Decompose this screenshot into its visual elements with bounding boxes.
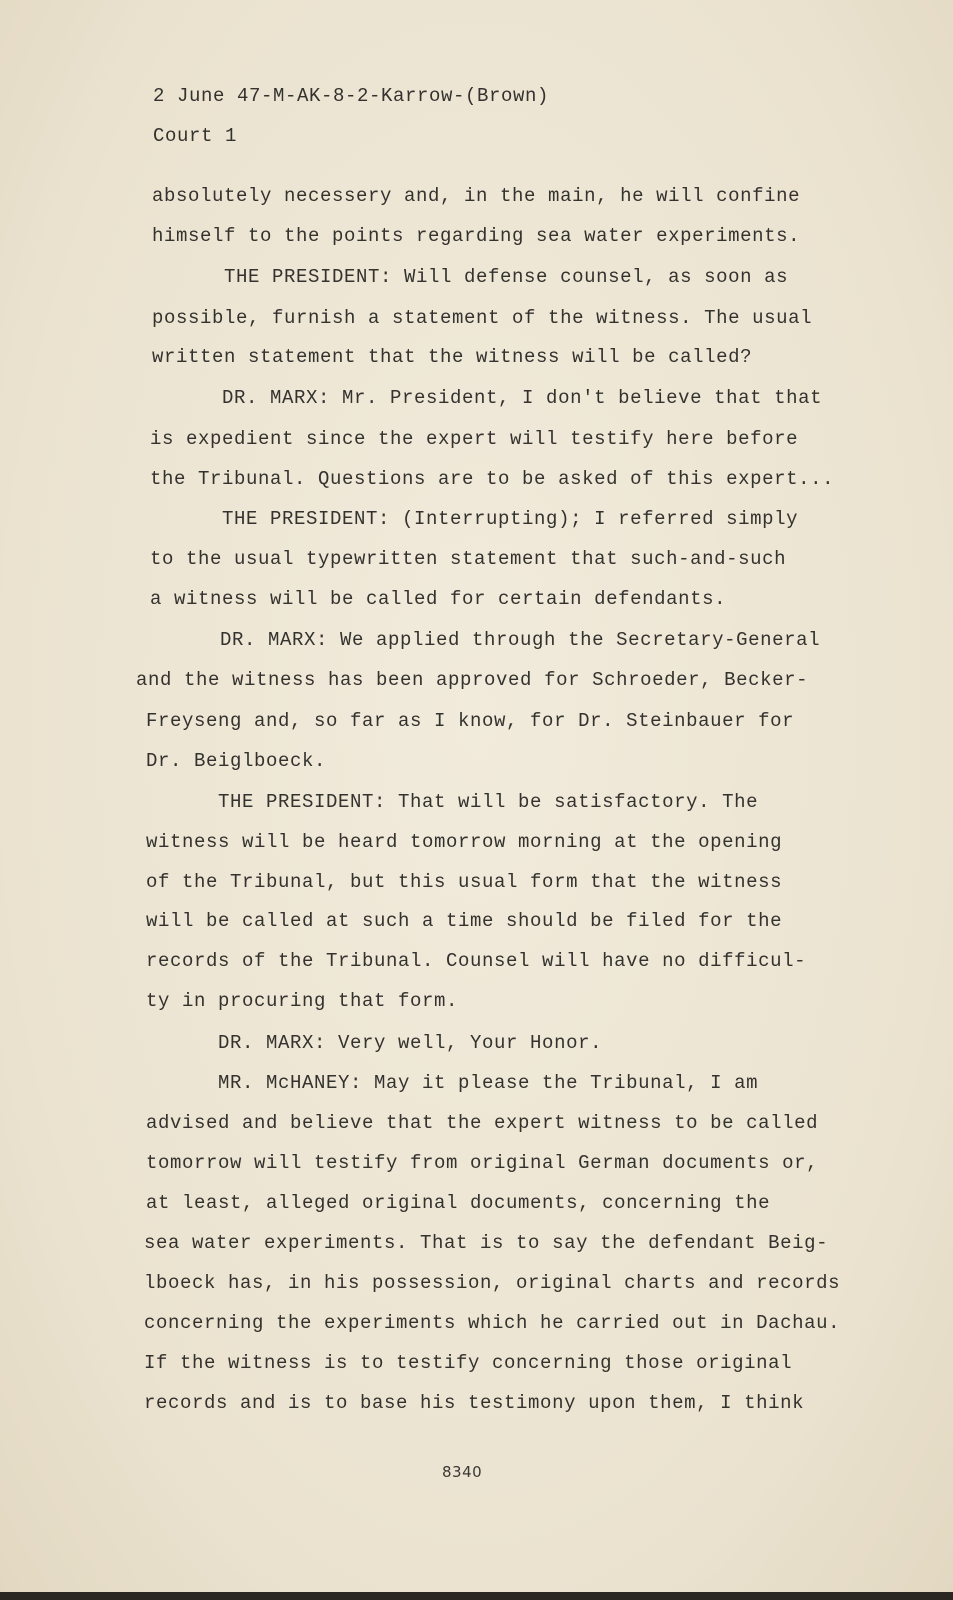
body-line: THE PRESIDENT: Will defense counsel, as soon as bbox=[152, 266, 789, 288]
body-line: MR. McHANEY: May it please the Tribunal, I am bbox=[146, 1072, 759, 1094]
body-line: to the usual typewritten statement that such-and-such bbox=[150, 548, 787, 570]
body-line: and the witness has been approved for Schroeder, Becker- bbox=[136, 669, 809, 691]
body-line: will be called at such a time should be filed for the bbox=[146, 910, 783, 932]
body-line: THE PRESIDENT: That will be satisfactory. The bbox=[146, 791, 759, 813]
body-line: advised and believe that the expert witness to be called bbox=[146, 1112, 819, 1134]
header-court-line: Court 1 bbox=[153, 125, 238, 147]
scan-bottom-edge bbox=[0, 1592, 953, 1600]
body-line: DR. MARX: We applied through the Secretary-General bbox=[148, 629, 821, 651]
body-line: written statement that the witness will be called? bbox=[152, 346, 753, 368]
body-line: sea water experiments. That is to say the defendant Beig- bbox=[144, 1232, 829, 1254]
body-line: records of the Tribunal. Counsel will have no difficul- bbox=[146, 950, 807, 972]
body-line: the Tribunal. Questions are to be asked of this expert... bbox=[150, 468, 835, 490]
body-line: ty in procuring that form. bbox=[146, 990, 459, 1012]
body-line: lboeck has, in his possession, original charts and records bbox=[144, 1272, 841, 1294]
body-line: DR. MARX: Mr. President, I don't believe that that bbox=[150, 387, 823, 409]
body-line: possible, furnish a statement of the witness. The usual bbox=[152, 307, 813, 329]
body-line: records and is to base his testimony upon them, I think bbox=[144, 1392, 805, 1414]
body-line: concerning the experiments which he carried out in Dachau. bbox=[144, 1312, 841, 1334]
body-line: DR. MARX: Very well, Your Honor. bbox=[146, 1032, 603, 1054]
body-line: of the Tribunal, but this usual form that the witness bbox=[146, 871, 783, 893]
page-number: 8340 bbox=[442, 1463, 483, 1481]
body-line: If the witness is to testify concerning those original bbox=[144, 1352, 793, 1374]
body-line: at least, alleged original documents, concerning the bbox=[146, 1192, 771, 1214]
body-line: witness will be heard tomorrow morning at the opening bbox=[146, 831, 783, 853]
body-line: Dr. Beiglboeck. bbox=[146, 750, 327, 772]
body-line: Freyseng and, so far as I know, for Dr. Steinbauer for bbox=[146, 710, 795, 732]
body-line: is expedient since the expert will testify here before bbox=[150, 428, 799, 450]
body-line: absolutely necessery and, in the main, he will confine bbox=[152, 185, 801, 207]
header-docket-line: 2 June 47-M-AK-8-2-Karrow-(Brown) bbox=[153, 85, 550, 107]
body-line: THE PRESIDENT: (Interrupting); I referred simply bbox=[150, 508, 799, 530]
body-line: himself to the points regarding sea water experiments. bbox=[152, 225, 801, 247]
body-line: a witness will be called for certain defendants. bbox=[150, 588, 727, 610]
body-line: tomorrow will testify from original German documents or, bbox=[146, 1152, 819, 1174]
